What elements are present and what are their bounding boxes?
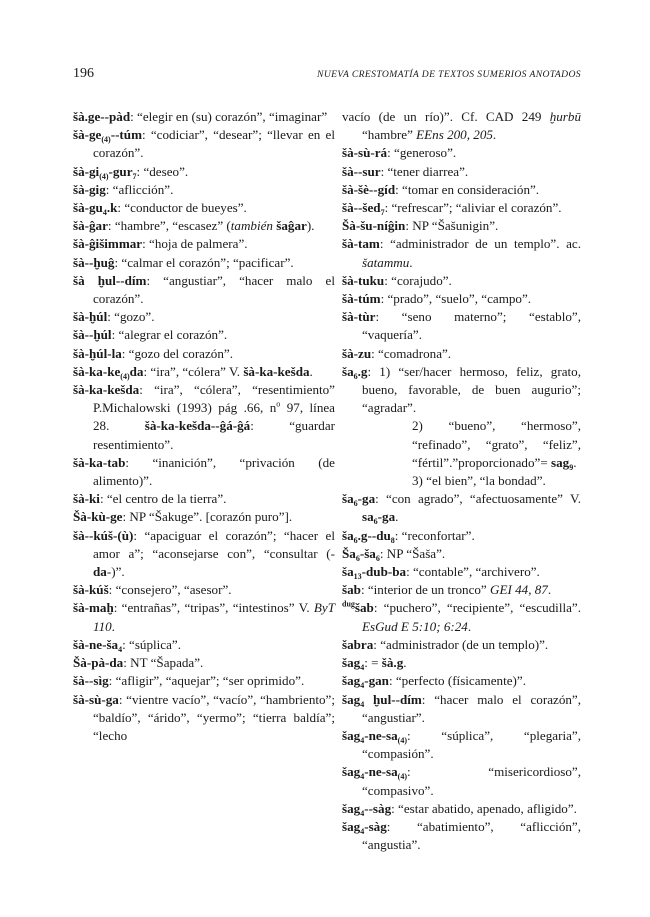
dictionary-entry: $šag_4-ne-sa_{(4)}$: “súplica”, “plegaria”, “compasión”. — [342, 727, 581, 762]
dictionary-entry: šà-ĝar: “hambre”, “escasez” (también šaĝar). — [73, 218, 315, 234]
dictionary-entry: šà-gig: “aflicción”. — [73, 181, 174, 197]
dictionary-entry: $šà-ka-ke_{(4)}da$: “ira”, “cólera” V. šà-ka-kešda. — [73, 363, 313, 381]
dictionary-entry: vacío (de un río)”. Cf. CAD 249 ḫurbū “hambre” EEns 200, 205. — [342, 109, 581, 143]
running-title: NUEVA CRESTOMATÍA DE TEXTOS SUMERIOS ANOTADOS — [317, 69, 581, 80]
dictionary-entry: šà.ge--pàd: “elegir en (su) corazón”, “imaginar” — [73, 109, 328, 124]
dictionary-entry: šab: “interior de un tronco” GEI 44, 87. — [342, 582, 552, 598]
dictionary-entry: šà-ḫúl: “gozo”. — [73, 309, 155, 325]
dictionary-entry: 2) “bueno”, “hermoso”, “refinado”, “grato”, “feliz”, “fértil”.”proporcionado”= sag$_9$. — [412, 418, 581, 472]
dictionary-entry: šà--kúš-(ù): “apaciguar el corazón”; “hacer el amor a”; “aconsejarse con”, “consultar (-da-)”. — [73, 527, 335, 580]
dictionary-entry: šà--šed$_7$: “refrescar”; “aliviar el corazón”. — [342, 200, 562, 218]
dictionary-entry: $šà-ge_{(4)}-$-túm: “codiciar”, “desear”; “llevar en el corazón”. — [73, 127, 335, 161]
dictionary-entry: šà-tùr: “seno materno”; “establo”, “vaquería”. — [342, 309, 581, 343]
dictionary-entry: šà-maḫ: “entrañas”, “tripas”, “intestinos” V. ByT 110. — [73, 600, 335, 634]
dictionary-entry: šag$_4$-sàg: “abatimiento”, “aflicción”, “angustia”. — [342, 818, 581, 853]
dictionary-entry: $šà-ne-ša_4$: “súplica”. — [73, 636, 182, 654]
dictionary-entry: Šà-pà-da: NT “Šapada”. — [73, 655, 204, 671]
dictionary-entry: šà-túm: “prado”, “suelo”, “campo”. — [342, 291, 532, 307]
dictionary-entry: šà-kúš: “consejero”, “asesor”. — [73, 582, 232, 598]
dictionary-entry: $šag_4-ne-sa_{(4)}$: “misericordioso”, “compasivo”. — [342, 764, 581, 798]
dictionary-entry: šà--sur: “tener diarrea”. — [342, 163, 469, 179]
dictionary-entry: šà-šè--gíd: “tomar en consideración”. — [342, 181, 540, 197]
dictionary-entry: šà--ḫúl: “alegrar el corazón”. — [73, 327, 228, 343]
dictionary-entry: šà-ki: “el centro de la tierra”. — [73, 491, 227, 507]
dictionary-entry: $ša_6.g--du_8$: “reconfortar”. — [342, 527, 475, 545]
dictionary-entry: šà ḫul--dím: “angustiar”, “hacer malo el corazón”. — [73, 272, 335, 307]
dictionary-entry: šabra: “administrador (de un templo)”. — [342, 636, 549, 652]
dictionary-entry: Šà-kù-ge: NP “Šakuge”. [corazón puro”]. — [73, 509, 293, 525]
dictionary-entry: šà-sù-rá: “generoso”. — [342, 145, 457, 161]
dictionary-entry: šà-zu: “comadrona”. — [342, 345, 452, 361]
dictionary-entry: $ša_6.g$: 1) “ser/hacer hermoso, feliz, grato, bueno, favorable, de buen augurio”; “agradar”. — [342, 363, 581, 416]
dictionary-entry: šà-ka-tab: “inanición”, “privación (de alimento)”. — [73, 454, 335, 489]
dictionary-entry: $šà-gu_4.k$: “conductor de bueyes”. — [73, 200, 247, 218]
page-number: 196 — [73, 66, 94, 81]
right-column — [342, 108, 581, 854]
dictionary-entry: šag$_4$: = šà.g. — [342, 655, 407, 673]
dictionary-entry: $^{dug}$šab: “puchero”, “recipiente”, “escudilla”. EsGud E 5:10; 6:24. — [342, 600, 581, 634]
left-column — [73, 108, 335, 745]
dictionary-entry: šà-ka-kešda: “ira”, “cólera”, “resentimiento” P.Michalowski (1993) pág .66, $n^o$ 97, línea 28. šà-ka-kešda--ĝá-ĝá: “guardar resentimiento”. — [73, 382, 335, 452]
dictionary-entry: šà-tam: “administrador de un templo”. ac. šatammu. — [342, 236, 581, 270]
dictionary-entry: šag$_4$-gan: “perfecto (físicamente)”. — [342, 673, 526, 691]
dictionary-entry: šag$_4$ ḫul--dím: “hacer malo el corazón”, “angustiar”. — [342, 691, 581, 725]
dictionary-entry: $šà-gi_{(4)}-gur_7$: “deseo”. — [73, 163, 189, 181]
dictionary-entry: šà--sìg: “afligir”, “aquejar”; “ser oprimido”. — [73, 673, 305, 689]
dictionary-entry: šà-sù-ga: “vientre vacío”, “vacío”, “hambriento”; “baldío”, “árido”, “yermo”; “tierra baldía”; “lecho — [73, 691, 335, 743]
dictionary-entry: šà-ḫúl-la: “gozo del corazón”. — [73, 345, 233, 361]
dictionary-entry: 3) “el bien”, “la bondad”. — [412, 473, 546, 489]
dictionary-entry: šà-tuku: “corajudo”. — [342, 272, 452, 288]
dictionary-entry: Šà-šu-níĝin: NP “Šašunigin”. — [342, 218, 499, 234]
dictionary-entry: $Ša_6-ša_6$: NP “Šaša”. — [342, 545, 446, 563]
dictionary-entry: $ša_{13}-dub-ba$: “contable”, “archivero”. — [342, 564, 540, 582]
dictionary-entry: šà-ĝišimmar: “hoja de palmera”. — [73, 236, 248, 252]
dictionary-entry: šag$_4$--sàg: “estar abatido, apenado, afligido”. — [342, 800, 577, 818]
dictionary-entry: $ša_6-ga$: “con agrado”, “afectuosamente” V. $sa_6-ga$. — [342, 491, 581, 527]
dictionary-entry: šà--ḫuĝ: “calmar el corazón”; “pacificar”. — [73, 254, 294, 270]
